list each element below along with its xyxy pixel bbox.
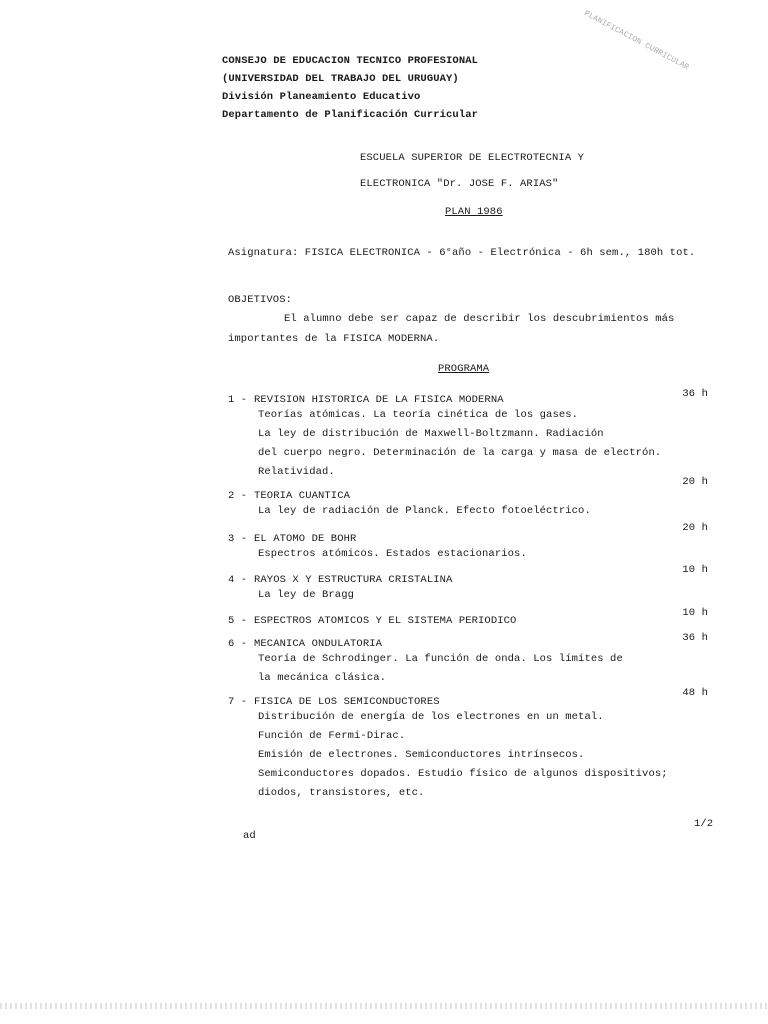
- program-item-hours: 36 h: [682, 388, 708, 400]
- header-line: Departamento de Planificación Curricular: [222, 109, 479, 121]
- school-line-2: ELECTRONICA "Dr. JOSE F. ARIAS": [360, 178, 559, 190]
- description-line: diodos, transistores, etc.: [258, 787, 425, 799]
- stamp-text: PLANIFICACION CURRICULAR: [582, 9, 691, 73]
- program-item-title: [228, 574, 718, 586]
- program-item-hours: 48 h: [682, 687, 708, 699]
- page-number: 1/2: [694, 818, 714, 830]
- program-item-description: [228, 545, 718, 564]
- description-line: la mecánica clásica.: [258, 672, 387, 684]
- program-item-description: [228, 406, 718, 482]
- program-heading: PROGRAMA: [438, 363, 490, 375]
- program-item: [228, 632, 718, 688]
- program-item: [228, 564, 718, 605]
- program-item-hours: 10 h: [682, 607, 708, 619]
- description-line: La ley de Bragg: [258, 589, 355, 601]
- description-line: Semiconductores dopados. Estudio físico de algunos dispositivos;: [258, 768, 668, 780]
- program-item-heading: RAYOS X Y ESTRUCTURA CRISTALINA: [254, 574, 453, 586]
- description-line: Espectros atómicos. Estados estacionarios.: [258, 548, 527, 560]
- program-item-hours: 20 h: [682, 476, 708, 488]
- program-item: [228, 388, 718, 482]
- program-item-title: [228, 638, 718, 650]
- program-item-description: [228, 650, 718, 688]
- description-line: La ley de radiación de Planck. Efecto fotoeléctrico.: [258, 505, 591, 517]
- description-line: Relatividad.: [258, 466, 335, 478]
- header-line: (UNIVERSIDAD DEL TRABAJO DEL URUGUAY): [222, 73, 459, 85]
- program-item-heading: FISICA DE LOS SEMICONDUCTORES: [254, 696, 440, 708]
- program-item-number: 3 -: [228, 533, 248, 545]
- subject-line: Asignatura: FISICA ELECTRONICA - 6°año - Electrónica - 6h sem., 180h tot.: [228, 247, 696, 259]
- program-item-number: 5 -: [228, 615, 248, 627]
- program-item-number: 6 -: [228, 638, 248, 650]
- plan-title: PLAN 1986: [445, 206, 503, 218]
- program-item-description: [228, 502, 718, 521]
- program-item-heading: TEORIA CUANTICA: [254, 490, 351, 502]
- school-line-1: ESCUELA SUPERIOR DE ELECTROTECNIA Y: [360, 152, 585, 164]
- description-line: Distribución de energía de los electrones en un metal.: [258, 711, 604, 723]
- description-line: Teoría de Schrodinger. La función de onda. Los límites de: [258, 653, 623, 665]
- description-line: Teorías atómicas. La teoría cinética de los gases.: [258, 409, 579, 421]
- description-line: Emisión de electrones. Semiconductores intrínsecos.: [258, 749, 585, 761]
- program-item-hours: 10 h: [682, 564, 708, 576]
- program-item-heading: EL ATOMO DE BOHR: [254, 533, 357, 545]
- program-item-description: [228, 586, 718, 605]
- program-item-number: 1 -: [228, 394, 248, 406]
- objectives-heading: OBJETIVOS:: [228, 294, 293, 306]
- program-item-heading: REVISION HISTORICA DE LA FISICA MODERNA: [254, 394, 504, 406]
- typist-initials: ad: [243, 830, 256, 842]
- institution-header: [222, 52, 478, 124]
- program-item: [228, 687, 718, 803]
- program-item-number: 4 -: [228, 574, 248, 586]
- program-item-number: 7 -: [228, 696, 248, 708]
- school-name: [360, 145, 584, 197]
- program-item-hours: 36 h: [682, 632, 708, 644]
- objectives-text: El alumno debe ser capaz de describir los descubrimientos más importantes de la FISICA MODERNA.: [228, 313, 675, 345]
- program-item-number: 2 -: [228, 490, 248, 502]
- program-item-title: [228, 533, 718, 545]
- description-line: del cuerpo negro. Determinación de la carga y masa de electrón.: [258, 447, 662, 459]
- header-line: CONSEJO DE EDUCACION TECNICO PROFESIONAL: [222, 55, 479, 67]
- description-line: Función de Fermi-Dirac.: [258, 730, 406, 742]
- program-item: [228, 476, 718, 521]
- program-item-heading: ESPECTROS ATOMICOS Y EL SISTEMA PERIODICO: [254, 615, 517, 627]
- program-item-description: [228, 708, 718, 803]
- description-line: La ley de distribución de Maxwell-Boltzmann. Radiación: [258, 428, 604, 440]
- program-item-title: [228, 490, 718, 502]
- program-item-hours: 20 h: [682, 522, 708, 534]
- header-line: División Planeamiento Educativo: [222, 91, 421, 103]
- program-item-title: [228, 394, 718, 406]
- program-item-title: [228, 696, 718, 708]
- program-item-heading: MECANICA ONDULATORIA: [254, 638, 383, 650]
- program-item: [228, 607, 718, 627]
- program-item: [228, 522, 718, 564]
- program-item-title: [228, 615, 718, 627]
- scan-edge-artifact: [0, 1003, 768, 1009]
